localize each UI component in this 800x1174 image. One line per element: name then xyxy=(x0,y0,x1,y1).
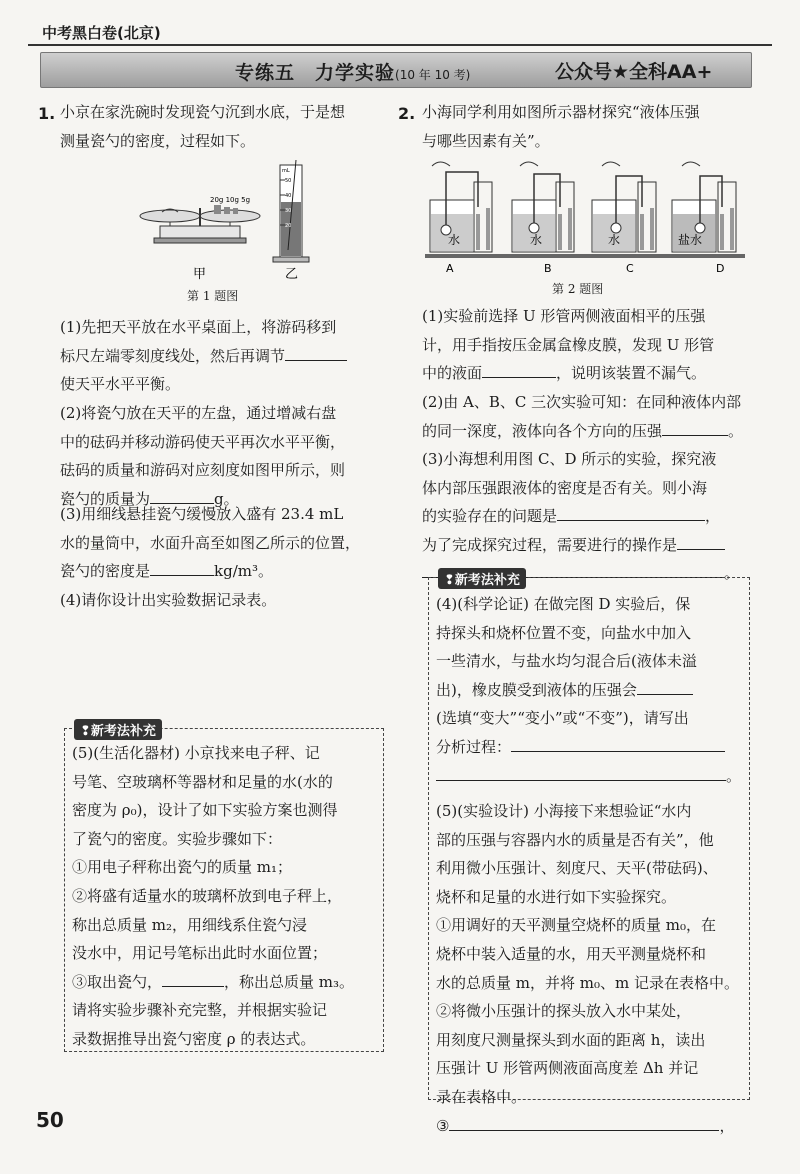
section-subtitle: (10 年 10 考) xyxy=(395,68,471,82)
q2-number: 2. xyxy=(398,104,416,123)
q1-part4: (4)请你设计出实验数据记录表。 xyxy=(60,591,277,609)
q2-blank-1[interactable] xyxy=(482,361,556,378)
q2-part4: (4)(科学论证) 在做完图 D 实验后，保 持探头和烧杯位置不变，向盐水中加入 一些清水，与盐水均匀混合后(液体未溢 出)，橡皮膜受到液体的压强会 (选填“变大”“变小”或“不变”)，请写出 分析过程： 。 xyxy=(436,595,742,785)
q1-blank-3[interactable] xyxy=(150,559,214,576)
label-a: A xyxy=(446,262,454,275)
q2-caption: 第 2 题图 xyxy=(552,282,604,296)
scale-50: 50 xyxy=(285,178,292,184)
q1-number: 1. xyxy=(38,104,56,123)
q2-blank-4a[interactable] xyxy=(677,533,725,550)
q2-figure xyxy=(420,152,750,277)
q2-part2: (2)由 A、B、C 三次实验可知：在同种液体内部 的同一深度，液体向各个方向的压强 。 xyxy=(422,393,744,440)
q1-box-tag: ❢新考法补充 xyxy=(74,719,162,740)
q2-part3: (3)小海想利用图 C、D 所示的实验，探究液 体内部压强跟液体的密度是否有关。则小海 的实验存在的问题是 ， 为了完成探究过程，需要进行的操作是 。 xyxy=(422,450,740,583)
label-jia: 甲 xyxy=(193,267,207,282)
setup-c xyxy=(592,162,656,252)
label-c: C xyxy=(626,262,634,275)
scale-20: 20 xyxy=(285,223,292,229)
label-yi: 乙 xyxy=(285,267,299,282)
q2-part1: (1)实验前选择 U 形管两侧液面相平的压强 计，用手指按压金属盒橡皮膜，发现 U 形管 中的液面 ，说明该装置不漏气。 xyxy=(422,307,715,383)
header-rule xyxy=(28,44,772,46)
q2-blank-7[interactable] xyxy=(449,1114,719,1131)
q2-intro: 小海同学利用如图所示器材探究“液体压强 与哪些因素有关”。 xyxy=(422,103,700,150)
q2-blank-3[interactable] xyxy=(557,504,705,521)
setup-a xyxy=(430,162,492,252)
q1-part5: (5)(生活化器材) 小京找来电子秤、记 号笔、空玻璃杯等器材和足量的水(水的 密度为 ρ₀)，设计了如下实验方案也测得 了瓷勺的密度。实验步骤如下： ①用电子秤称出瓷勺的质量 m₁； ②将盛有适量水的玻璃杯放到电子秤上， 称出总质量 m₂，用细线系住瓷勺浸 没水中，用记号笔标出此时水面位置； ③取出瓷勺， ，称出总质量 m₃。 请将实验步骤补充完整，并根据实验记 录数据推导出瓷勺密度 ρ 的表达式。 xyxy=(72,744,355,1048)
q1-caption: 第 1 题图 xyxy=(187,289,239,303)
scale-unit: mL xyxy=(282,168,290,174)
q2-box-tag: ❢新考法补充 xyxy=(438,568,526,589)
q1-part3: (3)用细线悬挂瓷勺缓慢放入盛有 23.4 mL 水的量筒中，水面升高至如图乙所示的位置， 瓷勺的密度是 kg/m³。 xyxy=(60,505,361,581)
q1-intro: 小京在家洗碗时发现瓷勺沉到水底，于是想 测量瓷勺的密度，过程如下。 xyxy=(60,103,346,150)
q2-blank-5[interactable] xyxy=(637,678,693,695)
q1-part2: (2)将瓷勺放在天平的左盘，通过增减右盘 中的砝码并移动游码使天平再次水平平衡， 砝码的质量和游码对应刻度如图甲所示，则 瓷勺的质量为 g。 xyxy=(60,404,346,508)
balance-illustration xyxy=(140,205,260,243)
scale-30: 30 xyxy=(285,208,292,214)
q1-blank-5[interactable] xyxy=(162,970,224,987)
liquid-d: 盐水 xyxy=(678,233,703,247)
liquid-c: 水 xyxy=(608,233,621,247)
label-d: D xyxy=(716,262,725,275)
q2-part5: (5)(实验设计) 小海接下来想验证“水内 部的压强与容器内水的质量是否有关”，他 利用微小压强计、刻度尺、天平(带砝码)、 烧杯和足量的水进行如下实验探究。 ①用调好的天平测量空烧杯的质量 m₀，在 烧杯中装入适量的水，用天平测量烧杯和 水的总质量 m，并将 m₀、m 记录在表格中。 ②将微小压强计的探头放入水中某处， 用刻度尺测量探头到水面的距离 h，读出 压强计 U 形管两侧液面高度差 Δh 并记 录在表格中。 ③ ， xyxy=(436,802,739,1135)
book-title: 中考黑白卷(北京) xyxy=(42,24,161,42)
q2-blank-2[interactable] xyxy=(662,419,728,436)
liquid-a: 水 xyxy=(448,233,461,247)
q1-blank-1[interactable] xyxy=(285,344,347,361)
scale-40: 40 xyxy=(285,193,292,199)
setup-b xyxy=(512,162,574,252)
q2-blank-6b[interactable] xyxy=(436,764,726,781)
q1-figure xyxy=(130,160,330,285)
page-number: 50 xyxy=(36,1108,64,1132)
liquid-b: 水 xyxy=(530,233,543,247)
section-title: 专练五 力学实验(10 年 10 考) xyxy=(235,62,471,84)
q1-part1: (1)先把天平放在水平桌面上，将游码移到 标尺左端零刻度线处，然后再调节 使天平水平平衡。 xyxy=(60,313,347,399)
weights-label: 20g 10g 5g xyxy=(210,196,251,204)
q2-blank-6a[interactable] xyxy=(511,735,725,752)
label-b: B xyxy=(544,262,552,275)
watermark-badge: 公众号★全科AA+ xyxy=(555,61,713,83)
